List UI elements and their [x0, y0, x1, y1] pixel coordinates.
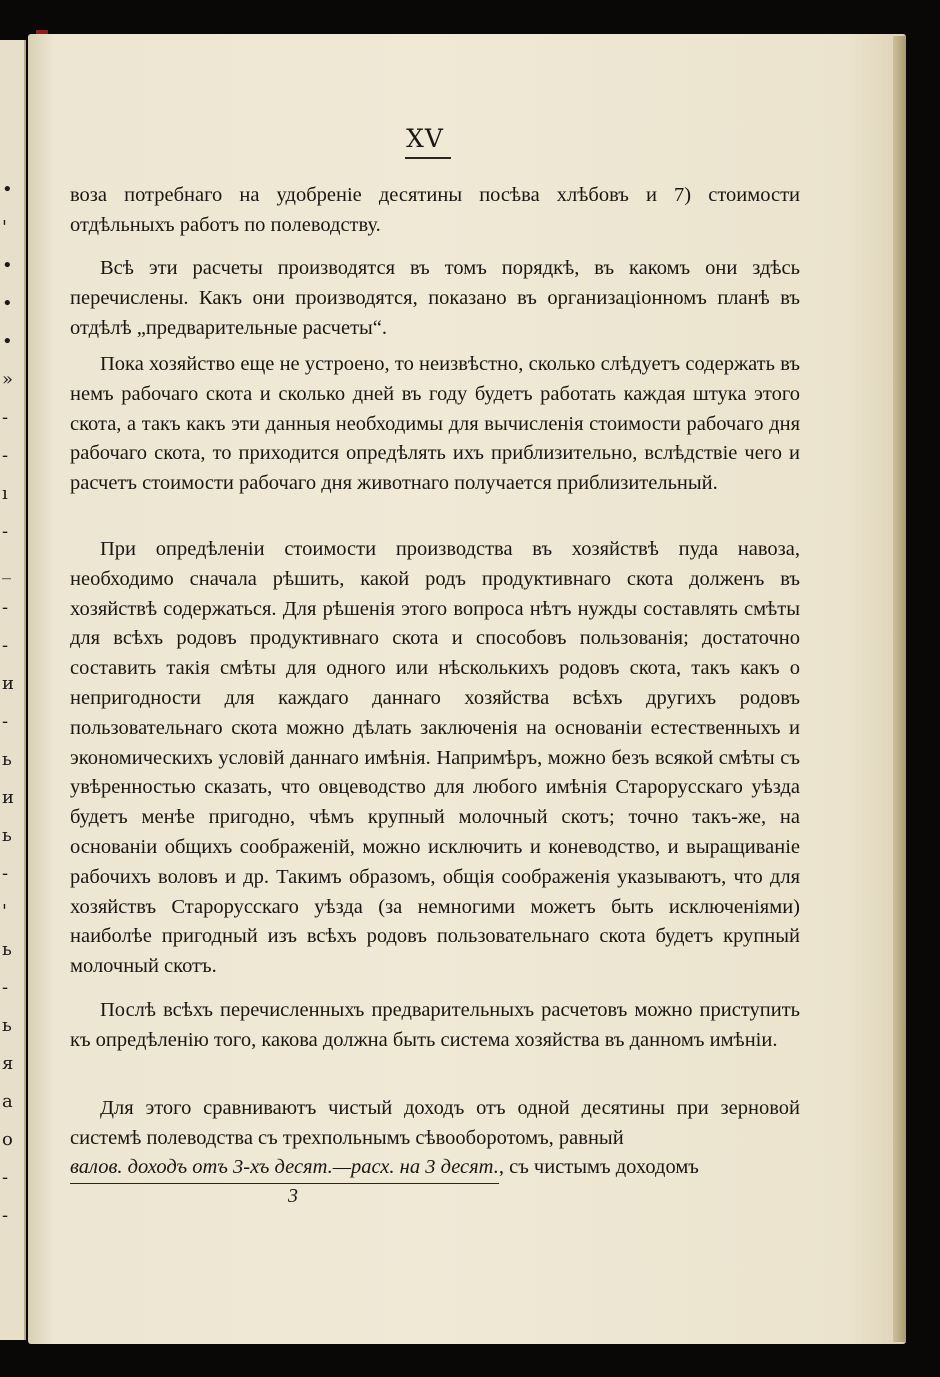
- paragraph-6: Для этого сравниваютъ чистый доходъ отъ одной десятины при зерновой системѣ полеводства съ трехпольнымъ сѣвооборотомъ, равный: [70, 1097, 800, 1149]
- formula-tail: , съ чистымъ доходомъ: [498, 1156, 699, 1178]
- paragraph-5: Послѣ всѣхъ перечисленныхъ предварительныхъ расчетовъ можно приступить къ опредѣленію того, какова должна быть система хозяйства въ данномъ имѣніи.: [70, 999, 800, 1051]
- adjacent-page-fragment: -: [2, 977, 9, 998]
- adjacent-page-fragment: »: [2, 369, 14, 390]
- adjacent-page-fragment: я: [2, 1053, 14, 1074]
- adjacent-page-fragment: _: [2, 559, 11, 580]
- adjacent-page-fragment: ı: [2, 483, 8, 504]
- adjacent-page-fragment: ь: [2, 939, 12, 960]
- adjacent-page-fragment: ь: [2, 825, 12, 846]
- formula-fraction: валов. доходъ отъ 3-хъ десят.—расх. на 3 десят.: [70, 1152, 499, 1184]
- formula-line: [70, 1152, 810, 1184]
- adjacent-page-fragment: -: [2, 1167, 9, 1188]
- adjacent-page-fragment: -: [2, 445, 9, 466]
- paragraph-3: Пока хозяйство еще не устроено, то неизвѣстно, сколько слѣдуетъ содержать въ немъ рабочаго скота и сколько дней въ году будетъ работать каждая штука этого скота, а такъ какъ эти данныя необходимы для вычисленія стоимости рабочаго дня рабочаго скота, то приходится опредѣлять ихъ приблизительно, вслѣдствіе чего и расчетъ стоимости рабочаго дня животнаго получается приблизительный.: [70, 353, 800, 495]
- page-edge-shadow: [893, 36, 906, 1342]
- adjacent-page-fragment: •: [2, 179, 13, 200]
- adjacent-page-fragment: а: [2, 1091, 13, 1112]
- adjacent-page-fragment: •: [2, 331, 13, 352]
- paragraph-2: Всѣ эти расчеты производятся въ томъ порядкѣ, въ какомъ они здѣсь перечислены. Какъ они производятся, показано въ организаціонномъ планѣ въ отдѣлѣ „предварительные расчеты“.: [70, 257, 800, 339]
- adjacent-page-fragment: •: [2, 255, 13, 276]
- adjacent-page-fragment: ь: [2, 749, 12, 770]
- adjacent-page-fragment: о: [2, 1129, 13, 1150]
- adjacent-page-fragment: ': [2, 217, 7, 238]
- adjacent-page-edge: [0, 40, 26, 1340]
- adjacent-page-fragment: -: [2, 1205, 9, 1226]
- paragraph-4: При опредѣленіи стоимости производства въ хозяйствѣ пуда навоза, необходимо сначала рѣшить, какой родъ продуктивнаго скота долженъ въ хозяйствѣ содержаться. Для рѣшенія этого вопроса нѣтъ нужды составлять смѣты для всѣхъ родовъ продуктивнаго скота и способовъ пользованія; достаточно составить такія смѣты для одного или нѣсколькихъ родовъ скота, такъ какъ о непригодности для каждаго даннаго хозяйства всѣхъ другихъ родовъ пользовательнаго скота можно дѣлать заключенія на основаніи естественныхъ и экономическихъ условій даннаго имѣнія. Напримѣръ, можно безъ всякой смѣты съ увѣренностью сказать, что овцеводство для любого имѣнія Старорусскаго уѣзда будетъ менѣе пригодно, чѣмъ крупный молочный скотъ; точно такъ-же, на основаніи общихъ соображеній, можно исключить и коневодство, и выращиваніе рабочихъ воловъ и др. Такимъ образомъ, общія соображенія указываютъ, что для хозяйствъ Старорусскаго уѣзда (за немногими можетъ быть исключеніями) наиболѣе пригодный изъ всѣхъ родовъ пользовательнаго скота будетъ крупный молочный скотъ.: [70, 538, 800, 978]
- adjacent-page-fragment: •: [2, 293, 13, 314]
- paragraph-1: воза потребнаго на удобреніе десятины посѣва хлѣбовъ и 7) стоимости отдѣльныхъ работъ по полеводству.: [70, 184, 800, 236]
- adjacent-page-fragment: и: [2, 787, 14, 808]
- adjacent-page-fragment: -: [2, 635, 9, 656]
- page-number-rule: [405, 157, 451, 159]
- adjacent-page-fragment: -: [2, 521, 9, 542]
- adjacent-page-fragment: ь: [2, 1015, 12, 1036]
- adjacent-page-fragment: -: [2, 711, 9, 732]
- adjacent-page-fragment: -: [2, 863, 9, 884]
- signature-mark: 3: [288, 1185, 298, 1207]
- page-number: XV: [406, 124, 444, 153]
- adjacent-page-fragment: и: [2, 673, 14, 694]
- adjacent-page-fragment: ': [2, 901, 7, 922]
- adjacent-page-fragment: -: [2, 407, 9, 428]
- adjacent-page-fragment: -: [2, 597, 9, 618]
